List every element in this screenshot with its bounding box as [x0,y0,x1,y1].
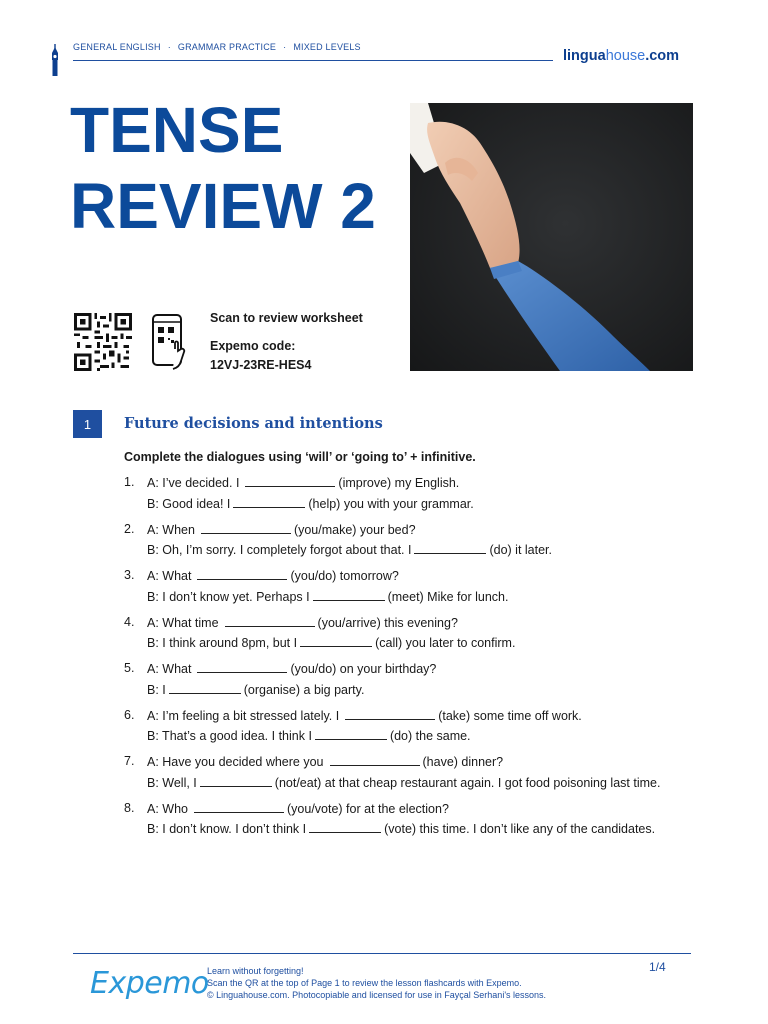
line-b-prompt: B: I think around 8pm, but I [147,636,298,650]
line-b-verb: (vote) this time. I don’t like any of the candidates. [384,822,656,836]
line-b-prompt: B: I don’t know yet. Perhaps I [147,589,310,604]
dialogue-line-a [124,752,724,773]
expemo-logo[interactable]: Expemo [90,966,209,1001]
brand-logo[interactable] [563,48,679,64]
item-number: 8. [124,800,135,815]
dialogue-line-b [124,633,724,654]
dialogue-line-a [124,799,724,820]
exercise-item [124,706,724,747]
page-number: 1/4 [649,960,666,974]
line-a-prompt: A: I’m feeling a bit stressed lately. I [147,708,340,723]
dialogue-line-b [124,726,724,747]
dialogue-line-a [124,613,724,634]
exercise-item [124,752,724,793]
line-b-verb: (meet) Mike for lunch. [387,589,509,604]
line-a-verb: (you/make) your bed? [293,522,416,537]
answer-blank[interactable] [233,494,305,508]
header-divider [73,60,553,61]
answer-blank[interactable] [194,799,284,813]
exercise-item [124,473,724,514]
dialogue-line-b [124,819,724,840]
footer-divider [73,953,691,954]
breadcrumb-level: GENERAL ENGLISH [73,42,161,52]
line-b-verb: (organise) a big party. [243,682,365,697]
expemo-code-value: 12VJ-23RE-HES4 [210,358,312,372]
item-number: 6. [124,707,135,722]
section-number-badge: 1 [73,410,102,438]
item-number: 2. [124,521,135,536]
exercise-item [124,799,724,840]
line-b-prompt: B: Oh, I’m sorry. I completely forgot about that. I [147,543,412,557]
dialogue-line-a [124,659,724,680]
line-b-prompt: B: I [147,682,166,697]
line-a-verb: (take) some time off work. [438,708,582,723]
exercise-instructions: Complete the dialogues using ‘will’ or ‘going to’ + infinitive. [124,450,476,464]
answer-blank[interactable] [197,566,287,580]
breadcrumb-level-range: MIXED LEVELS [293,42,361,52]
item-number: 7. [124,754,135,768]
exercise-item [124,566,724,607]
item-number: 3. [124,568,135,582]
answer-blank[interactable] [414,540,486,554]
line-b-verb: (help) you with your grammar. [308,496,474,511]
answer-blank[interactable] [201,520,291,534]
line-a-verb: (you/do) on your birthday? [290,662,437,676]
dialogue-line-a [124,473,724,494]
answer-blank[interactable] [197,659,287,673]
line-b-verb: (do) it later. [489,543,552,557]
footer-scan-note: Scan the QR at the top of Page 1 to review the lesson flashcards with Expemo. [207,978,522,988]
line-a-prompt: A: What [147,569,192,583]
answer-blank[interactable] [309,819,381,833]
exercise-item [124,659,724,700]
answer-blank[interactable] [225,613,315,627]
answer-blank[interactable] [169,680,241,694]
line-a-prompt: A: What time [147,615,219,630]
phone-scan-icon [151,313,191,371]
line-a-verb: (improve) my English. [338,476,460,490]
breadcrumb: GENERAL ENGLISH · GRAMMAR PRACTICE · MIXED LEVELS [73,42,361,52]
exercise-item [124,613,724,654]
line-a-verb: (you/do) tomorrow? [290,569,399,583]
line-a-verb: (have) dinner? [422,755,504,769]
page-title [70,92,376,244]
qr-code-icon[interactable] [73,313,133,371]
line-a-verb: (you/arrive) this evening? [317,615,458,630]
line-a-prompt: A: I’ve decided. I [147,476,240,490]
dialogue-line-b [124,540,724,561]
footer-text [207,965,546,1001]
answer-blank[interactable] [313,587,385,601]
dialogue-line-b [124,587,724,608]
brand-domain: .com [645,48,680,64]
chalkboard-photo [410,103,693,371]
brand-house: house [605,48,646,64]
answer-blank[interactable] [345,706,435,720]
line-a-prompt: A: When [147,522,195,537]
chalk-hand-illustration [410,103,693,371]
line-b-prompt: B: That’s a good idea. I think I [147,729,312,743]
answer-blank[interactable] [200,773,272,787]
exercise-list [124,473,724,845]
item-number: 1. [124,475,135,489]
line-a-prompt: A: Who [147,801,188,816]
dialogue-line-b [124,680,724,701]
big-ben-icon [50,44,60,76]
scan-label: Scan to review worksheet [210,311,363,325]
dialogue-line-a [124,706,724,727]
line-a-verb: (you/vote) for at the election? [287,801,449,816]
dialogue-line-b [124,773,724,794]
line-b-prompt: B: Well, I [147,775,197,790]
item-number: 5. [124,661,135,675]
answer-blank[interactable] [315,726,387,740]
expemo-code-label: Expemo code: [210,339,296,353]
dialogue-line-b [124,494,724,515]
answer-blank[interactable] [300,633,372,647]
section-title: Future decisions and intentions [124,415,383,432]
title-line-1: TENSE [70,94,284,166]
line-b-prompt: B: Good idea! I [147,496,231,511]
title-line-2: REVIEW 2 [70,170,376,242]
line-b-verb: (not/eat) at that cheap restaurant again. I got food poisoning last time. [274,775,661,790]
dialogue-line-a [124,566,724,587]
line-b-verb: (call) you later to confirm. [375,636,516,650]
line-a-prompt: A: What [147,662,192,676]
line-a-prompt: A: Have you decided where you [147,755,324,769]
answer-blank[interactable] [330,752,420,766]
line-b-prompt: B: I don’t know. I don’t think I [147,822,307,836]
brand-lingua: lingua [563,48,606,64]
dialogue-line-a [124,520,724,541]
item-number: 4. [124,614,135,629]
footer-copyright: © Linguahouse.com. Photocopiable and licensed for use in Fayçal Serhani's lessons. [207,990,547,1000]
breadcrumb-category: GRAMMAR PRACTICE [177,42,277,52]
footer-tagline: Learn without forgetting! [207,966,304,976]
exercise-item [124,520,724,561]
line-b-verb: (do) the same. [389,729,471,743]
answer-blank[interactable] [245,473,335,487]
